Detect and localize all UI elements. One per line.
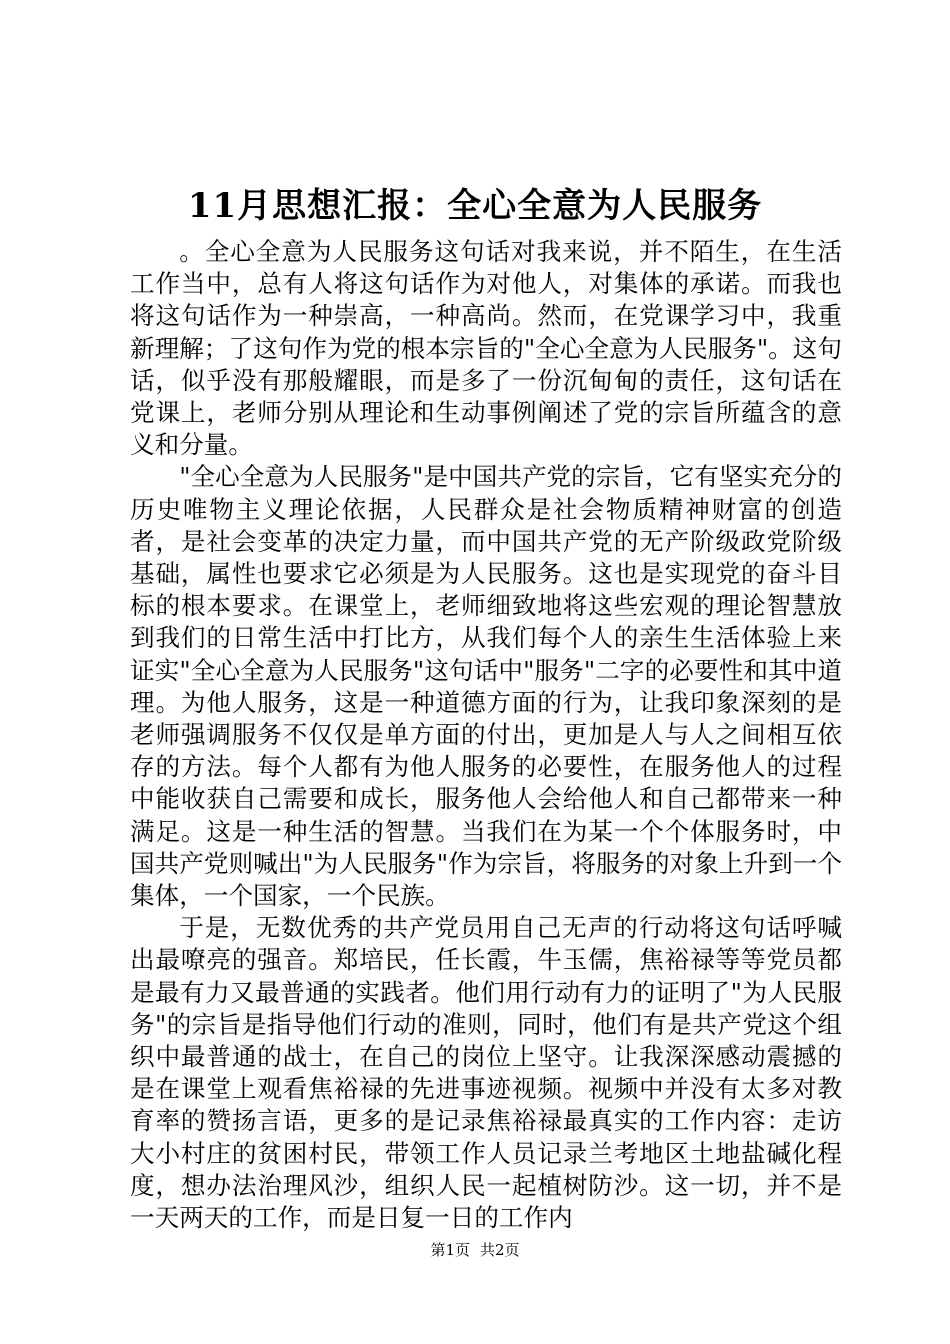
paragraph-1: 。全心全意为人民服务这句话对我来说，并不陌生，在生活工作当中，总有人将这句话作为对他人，对集体的承诺。而我也将这句话作为一种崇高，一种高尚。然而，在党课学习中，我重新理解；了这句作为党的根本宗旨的"全心全意为人民服务"。这句话，似乎没有那般耀眼，而是多了一份沉甸甸的责任，这句话在党课上，老师分别从理论和生动事例阐述了党的宗旨所蕴含的意义和分量。 [130, 237, 842, 460]
page-footer [0, 1240, 950, 1260]
document-body [130, 236, 842, 1234]
page-total: 共2页 [480, 1241, 520, 1259]
document-title: 11月思想汇报：全心全意为人民服务 [187, 186, 763, 226]
paragraph-2: "全心全意为人民服务"是中国共产党的宗旨，它有坚实充分的历史唯物主义理论依据，人民群众是社会物质精神财富的创造者，是社会变革的决定力量，而中国共产党的无产阶级政党阶级基础，属性也要求它必须是为人民服务。这也是实现党的奋斗目标的根本要求。在课堂上，老师细致地将这些宏观的理论智慧放到我们的日常生活中打比方，从我们每个人的亲生生活体验上来证实"全心全意为人民服务"这句话中"服务"二字的必要性和其中道理。为他人服务，这是一种道德方面的行为，让我印象深刻的是老师强调服务不仅仅是单方面的付出，更加是人与人之间相互依存的方法。每个人都有为他人服务的必要性，在服务他人的过程中能收获自己需要和成长，服务他人会给他人和自己都带来一种满足。这是一种生活的智慧。当我们在为某一个个体服务时，中国共产党则喊出"为人民服务"作为宗旨，将服务的对象上升到一个集体，一个国家，一个民族。 [130, 462, 842, 911]
page-number: 第1页 [430, 1241, 470, 1259]
paragraph-3: 于是，无数优秀的共产党员用自己无声的行动将这句话呼喊出最嘹亮的强音。郑培民，任长霞，牛玉儒，焦裕禄等等党员都是最有力又最普通的实践者。他们用行动有力的证明了"为人民服务"的宗旨是指导他们行动的准则，同时，他们有是共产党这个组织中最普通的战士，在自己的岗位上坚守。让我深深感动震撼的是在课堂上观看焦裕禄的先进事迹视频。视频中并没有太多对教育率的赞扬言语，更多的是记录焦裕禄最真实的工作内容：走访大小村庄的贫困村民，带领工作人员记录兰考地区土地盐碱化程度，想办法治理风沙，组织人民一起植树防沙。这一切，并不是一天两天的工作，而是日复一日的工作内 [130, 913, 842, 1233]
